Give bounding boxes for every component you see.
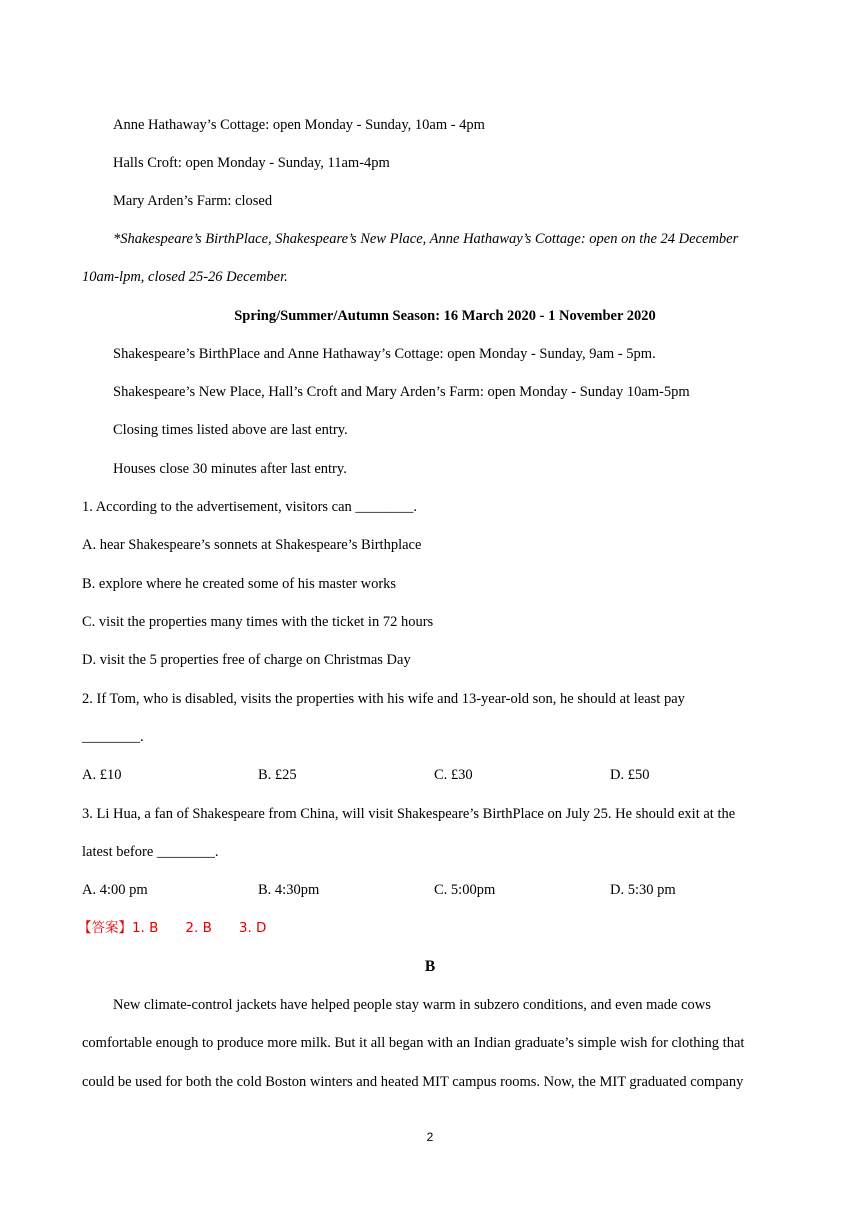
season-heading: Spring/Summer/Autumn Season: 16 March 2020 - 1 November 2020 [234, 308, 656, 324]
answer-key: 【答案】1. B 2. B 3. D [78, 920, 267, 936]
season-line: Houses close 30 minutes after last entry. [113, 461, 347, 477]
schedule-line: Halls Croft: open Monday - Sunday, 11am-4pm [113, 155, 390, 171]
question-2-option-a: A. £10 [82, 767, 122, 783]
question-3-stem: 3. Li Hua, a fan of Shakespeare from China, will visit Shakespeare’s BirthPlace on July 25. He should exit at the [82, 806, 736, 822]
question-2-option-b: B. £25 [258, 767, 297, 783]
season-line: Closing times listed above are last entry. [113, 422, 348, 438]
question-2-stem: 2. If Tom, who is disabled, visits the properties with his wife and 13-year-old son, he should at least pay [82, 691, 685, 707]
season-line: Shakespeare’s BirthPlace and Anne Hathaway’s Cottage: open Monday - Sunday, 9am - 5pm. [113, 346, 656, 362]
question-1-option-c: C. visit the properties many times with the ticket in 72 hours [82, 614, 434, 630]
question-3-option-d: D. 5:30 pm [610, 882, 676, 898]
note-line: *Shakespeare’s BirthPlace, Shakespeare’s New Place, Anne Hathaway’s Cottage: open on the 24 December [113, 231, 739, 247]
question-3-option-a: A. 4:00 pm [82, 882, 148, 898]
question-2-blank: ________. [82, 729, 144, 745]
question-1-option-a: A. hear Shakespeare’s sonnets at Shakespeare’s Birthplace [82, 537, 422, 553]
question-1-option-b: B. explore where he created some of his master works [82, 576, 397, 592]
note-line: 10am-lpm, closed 25-26 December. [82, 269, 288, 285]
question-1-option-d: D. visit the 5 properties free of charge on Christmas Day [82, 652, 411, 668]
question-2-option-d: D. £50 [610, 767, 650, 783]
question-3-stem-cont: latest before ________. [82, 844, 219, 860]
schedule-line: Anne Hathaway’s Cottage: open Monday - Sunday, 10am - 4pm [113, 117, 485, 133]
passage-line: could be used for both the cold Boston winters and heated MIT campus rooms. Now, the MIT graduated company [82, 1074, 744, 1090]
passage-line: comfortable enough to produce more milk. But it all began with an Indian graduate’s simple wish for clothing that [82, 1035, 745, 1051]
page-number: 2 [426, 1130, 434, 1144]
question-2-option-c: C. £30 [434, 767, 473, 783]
season-line: Shakespeare’s New Place, Hall’s Croft and Mary Arden’s Farm: open Monday - Sunday 10am-5pm [113, 384, 690, 400]
question-3-option-c: C. 5:00pm [434, 882, 496, 898]
passage-line: New climate-control jackets have helped people stay warm in subzero conditions, and even made cows [113, 997, 711, 1013]
question-3-option-b: B. 4:30pm [258, 882, 320, 898]
schedule-line: Mary Arden’s Farm: closed [113, 193, 273, 209]
question-1-stem: 1. According to the advertisement, visitors can ________. [82, 499, 418, 515]
section-b-heading: B [424, 958, 436, 975]
